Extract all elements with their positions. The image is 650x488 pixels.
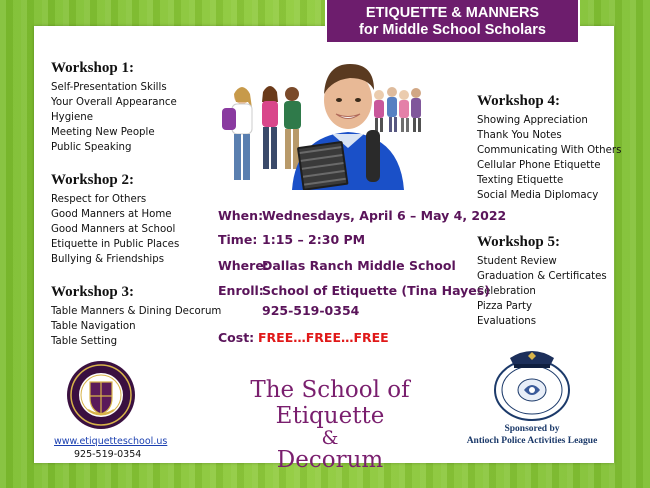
school-title-ampersand: & (321, 427, 339, 449)
where-row (218, 258, 456, 273)
when-row (218, 208, 507, 223)
enroll-label: Enroll: (218, 283, 264, 298)
time-value: 1:15 – 2:30 PM (262, 232, 366, 247)
workshop-5-item: Graduation & Certificates (477, 271, 607, 282)
where-label: Where: (218, 258, 269, 273)
website-link[interactable]: www.etiquetteschool.us (54, 436, 168, 447)
workshop-1-item: Hygiene (51, 112, 93, 123)
left-students-group (222, 86, 301, 180)
enroll-phone: 925-519-0354 (262, 303, 360, 318)
workshop-5-item: Student Review (477, 256, 557, 267)
cost-row (218, 330, 389, 345)
workshop-4-item: Texting Etiquette (477, 175, 564, 186)
workshop-3-title: Workshop 3: (51, 284, 134, 300)
sponsor-label: Sponsored by (504, 424, 560, 434)
school-title-line1: The School of Etiquette (250, 377, 410, 429)
when-label: When: (218, 208, 264, 223)
workshop-1-item: Self-Presentation Skills (51, 82, 167, 93)
workshop-2-item: Respect for Others (51, 194, 147, 205)
workshop-5-item: Evaluations (477, 316, 537, 327)
workshop-1-item: Public Speaking (51, 142, 132, 153)
enroll-value: School of Etiquette (Tina Hayes) (262, 283, 490, 298)
time-label: Time: (218, 232, 258, 247)
workshop-3 (51, 284, 221, 349)
workshop-4-item: Showing Appreciation (477, 115, 588, 126)
workshop-1-item: Your Overall Appearance (51, 97, 177, 108)
sponsor-text (462, 423, 602, 447)
workshop-2 (51, 172, 179, 267)
workshop-4 (477, 93, 621, 203)
workshop-2-item: Bullying & Friendships (51, 254, 165, 265)
workshop-2-title: Workshop 2: (51, 172, 134, 188)
where-value: Dallas Ranch Middle School (262, 258, 456, 273)
workshop-1-title: Workshop 1: (51, 60, 134, 76)
when-value: Wednesdays, April 6 – May 4, 2022 (262, 208, 507, 223)
workshop-4-item: Cellular Phone Etiquette (477, 160, 601, 171)
school-seal-logo (66, 360, 136, 430)
header-banner (325, 0, 580, 44)
contact-phone: 925-519-0354 (74, 449, 142, 460)
workshop-1 (51, 60, 177, 155)
workshop-4-item: Communicating With Others (477, 145, 622, 156)
workshop-5 (477, 234, 607, 329)
workshop-3-item: Table Navigation (51, 321, 136, 332)
workshop-5-title: Workshop 5: (477, 234, 560, 250)
workshop-2-item: Good Manners at School (51, 224, 176, 235)
background-students-group (374, 87, 421, 132)
banner-title: ETIQUETTE & MANNERS (365, 5, 540, 21)
school-title (212, 377, 448, 473)
cost-value: FREE…FREE…FREE (258, 330, 389, 345)
workshop-5-item: Pizza Party (477, 301, 533, 312)
workshop-1-item: Meeting New People (51, 127, 155, 138)
enroll-row (218, 283, 490, 298)
school-title-line3: Decorum (276, 447, 384, 473)
workshop-3-item: Table Manners & Dining Decorum (51, 306, 222, 317)
main-student (292, 64, 404, 190)
sponsor-name: Antioch Police Activities League (466, 436, 598, 446)
banner-subtitle: for Middle School Scholars (359, 22, 546, 38)
students-photo (212, 58, 432, 190)
workshop-5-item: Celebration (477, 286, 536, 297)
workshop-4-item: Social Media Diplomacy (477, 190, 599, 201)
police-badge-logo (490, 346, 574, 422)
workshop-2-item: Good Manners at Home (51, 209, 172, 220)
workshop-2-item: Etiquette in Public Places (51, 239, 180, 250)
workshop-4-item: Thank You Notes (477, 130, 562, 141)
time-row (218, 232, 366, 247)
workshop-4-title: Workshop 4: (477, 93, 560, 109)
workshop-3-item: Table Setting (51, 336, 118, 347)
cost-label: Cost: (218, 330, 255, 345)
